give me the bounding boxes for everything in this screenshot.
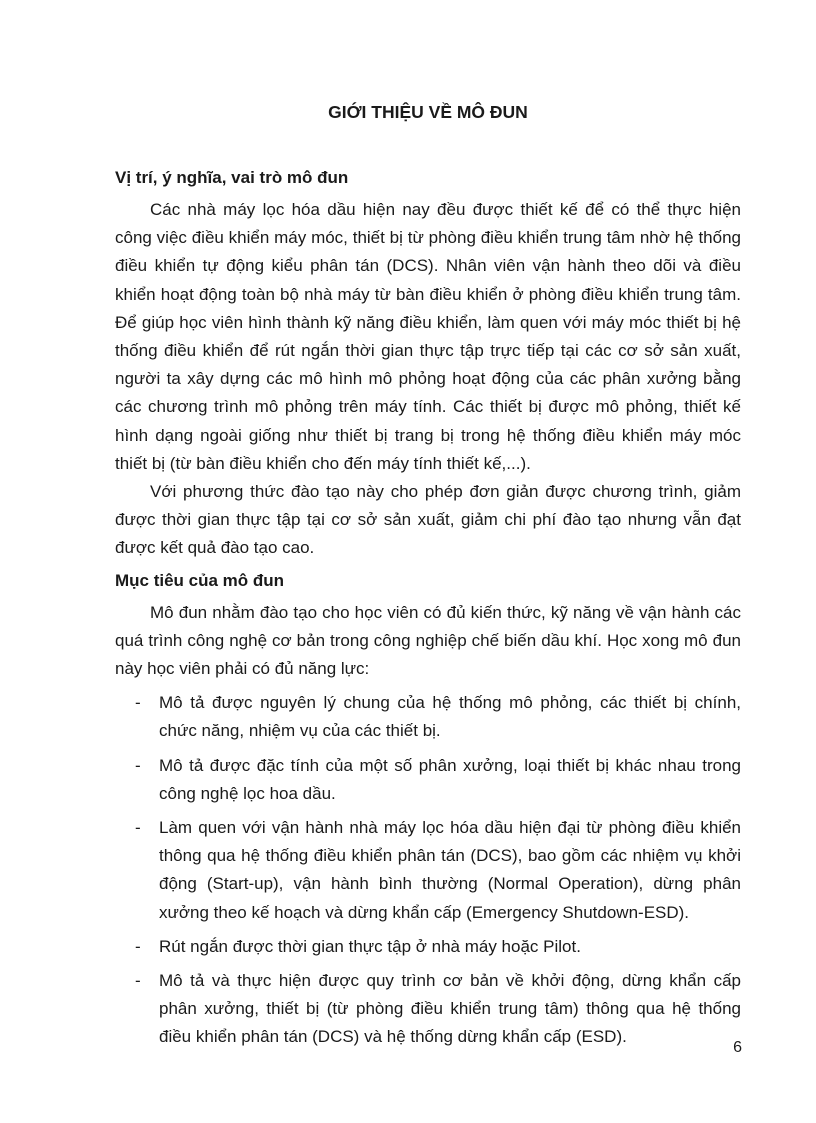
objectives-list — [115, 689, 741, 1051]
dash-bullet: - — [135, 818, 141, 838]
paragraph: Mô đun nhằm đào tạo cho học viên có đủ kiến thức, kỹ năng về vận hành các quá trình công nghệ cơ bản trong công nghiệp chế biến dầu khí. Học xong mô đun này học viên phải có đủ năng lực: — [115, 602, 741, 679]
list-item-text: Rút ngắn được thời gian thực tập ở nhà máy hoặc Pilot. — [159, 936, 581, 956]
section-heading-objectives: Mục tiêu của mô đun — [115, 570, 285, 590]
dash-bullet: - — [135, 971, 141, 991]
dash-bullet: - — [135, 755, 141, 775]
list-item-text: Mô tả được nguyên lý chung của hệ thống mô phỏng, các thiết bị chính, chức năng, nhiệm vụ của các thiết bị. — [159, 693, 741, 741]
list-item — [115, 752, 741, 808]
list-item-text: Mô tả được đặc tính của một số phân xưởng, loại thiết bị khác nhau trong công nghệ lọc hoa dầu. — [159, 755, 741, 803]
list-item-text: Làm quen với vận hành nhà máy lọc hóa dầu hiện đại từ phòng điều khiển thông qua hệ thống điều khiển phân tán (DCS), bao gồm các nhiệm vụ khởi động (Start-up), vận hành bình thường (Normal Operation), dừng phân xưởng theo kế hoạch và dừng khẩn cấp (Emergency Shutdown-ESD). — [159, 818, 741, 922]
paragraph: Các nhà máy lọc hóa dầu hiện nay đều được thiết kế để có thể thực hiện công việc điều khiển máy móc, thiết bị từ phòng điều khiển trung tâm nhờ hệ thống điều khiển tự động kiểu phân tán (DCS). Nhân viên vận hành theo dõi và điều khiển hoạt động toàn bộ nhà máy từ bàn điều khiển ở phòng điều khiển trung tâm. Để giúp học viên hình thành kỹ năng điều khiển, làm quen với máy móc thiết bị hệ thống điều khiển để rút ngắn thời gian thực tập trực tiếp tại các cơ sở sản xuất, người ta xây dựng các mô hình mô phỏng hoạt động của các phân xưởng bằng các chương trình mô phỏng trên máy tính. Các thiết bị được mô phỏng, thiết kế hình dạng ngoài giống như thiết bị trang bị trong hệ thống điều khiển máy móc thiết bị (từ bàn điều khiển cho đến máy tính thiết kế,...). — [115, 200, 741, 473]
list-item — [115, 967, 741, 1052]
dash-bullet: - — [135, 693, 141, 713]
list-item-text: Mô tả và thực hiện được quy trình cơ bản về khởi động, dừng khẩn cấp phân xưởng, thiết bị (từ phòng điều khiển trung tâm) thông qua hệ thống điều khiển phân tán (DCS) và hệ thống dừng khẩn cấp (ESD). — [159, 971, 741, 1047]
list-item — [115, 689, 741, 745]
list-item — [115, 933, 741, 961]
page-number: 6 — [733, 1039, 742, 1056]
list-item — [115, 814, 741, 927]
page-title: GIỚI THIỆU VỀ MÔ ĐUN — [328, 102, 528, 122]
document-page — [115, 100, 741, 1058]
paragraph: Với phương thức đào tạo này cho phép đơn giản được chương trình, giảm được thời gian thực tập tại cơ sở sản xuất, giảm chi phí đào tạo nhưng vẫn đạt được kết quả đào tạo cao. — [115, 482, 741, 558]
dash-bullet: - — [135, 936, 141, 956]
section-heading-position: Vị trí, ý nghĩa, vai trò mô đun — [115, 168, 349, 187]
